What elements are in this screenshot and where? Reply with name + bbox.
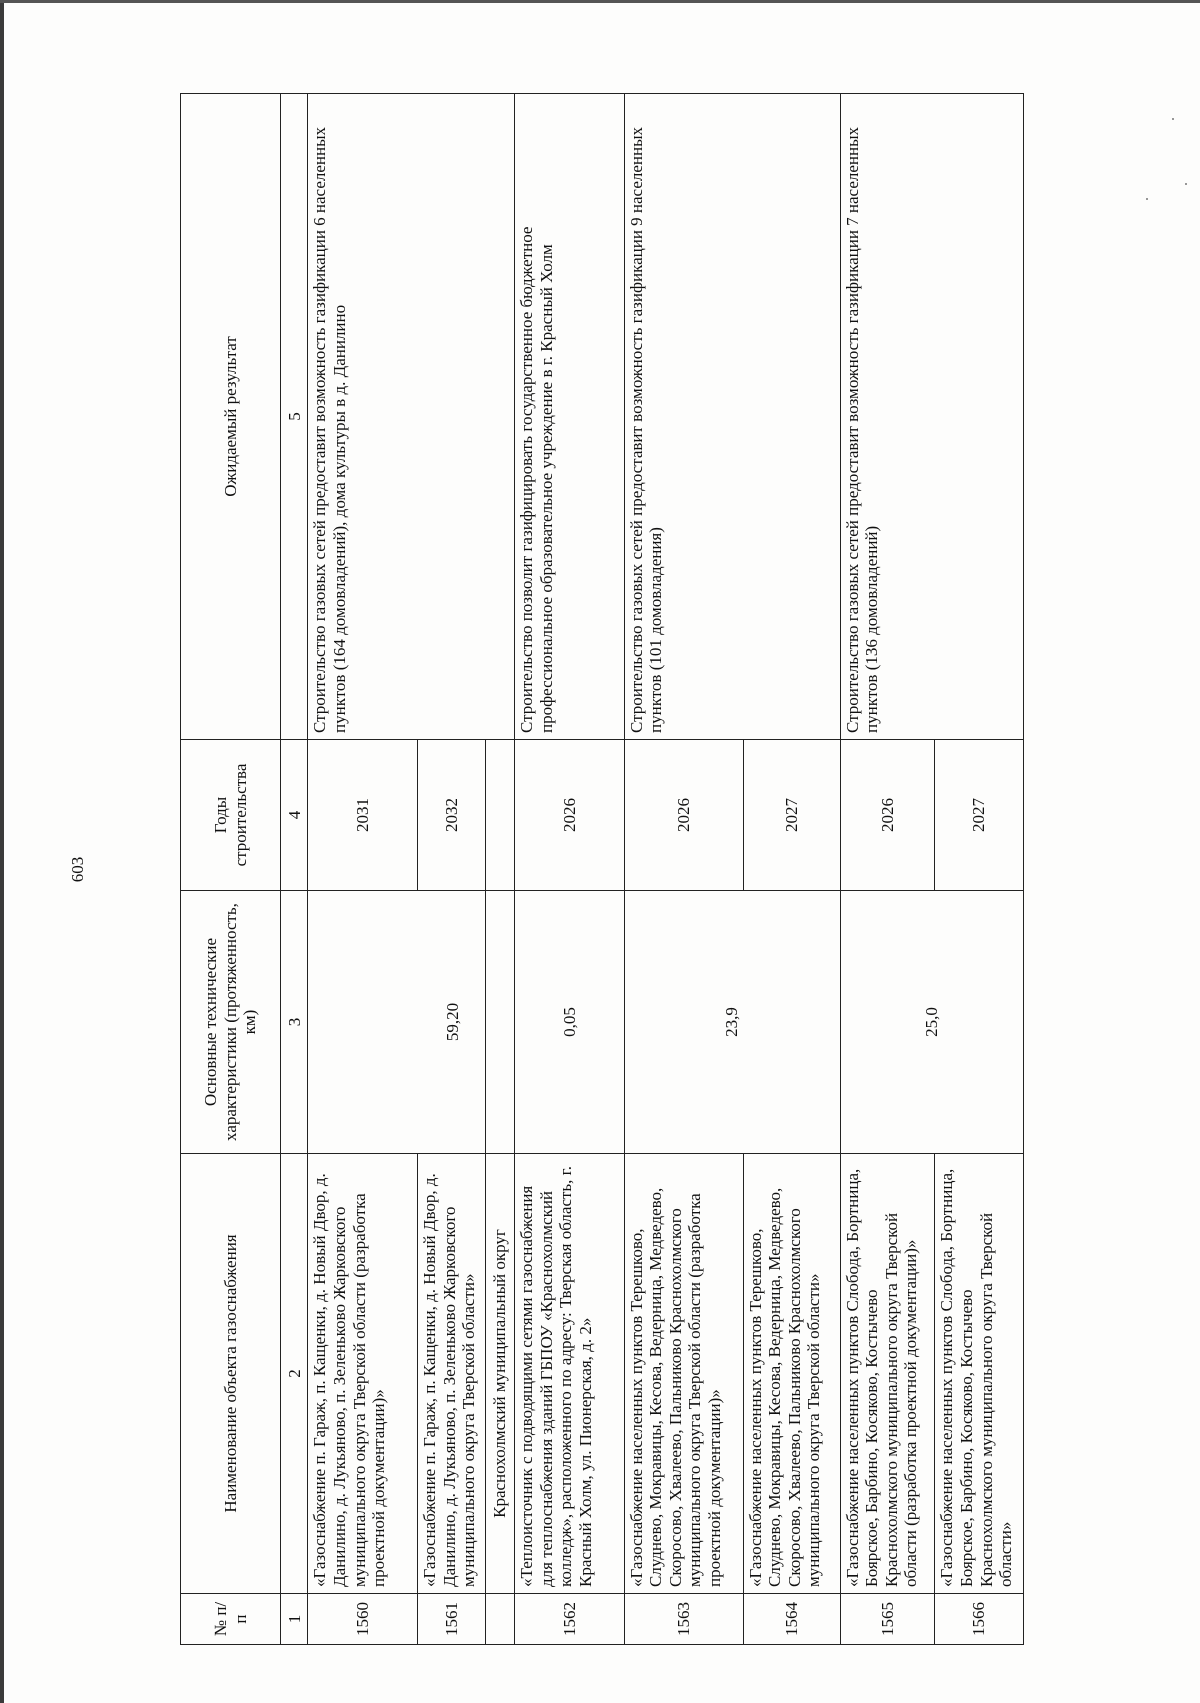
row-number: 1566 [935,1594,1024,1645]
column-index: 3 [281,891,308,1154]
object-length: 23,9 [624,891,840,1154]
district-header: Краснохолмский муниципальный округ [485,1154,515,1594]
header-name: Наименование объекта газоснабжения [181,1154,281,1594]
header-years: Годы строительства [181,740,281,891]
row-number: 1563 [624,1594,743,1645]
scan-speck [1146,198,1148,200]
column-index: 2 [281,1154,308,1594]
expected-result: Строительство газовых сетей предоставит возможность газификации 6 населенных пунктов (164 домовладений), дома культуры в д. Данилино [308,94,515,740]
district-spacer [485,891,515,1154]
table-row [515,94,625,1645]
page-number: 603 [68,856,87,883]
expected-result: Строительство газовых сетей предоставит возможность газификации 9 населенных пунктов (101 домовладения) [624,94,840,740]
construction-year: 2026 [624,740,743,891]
table-row [840,94,935,1645]
object-name: «Газоснабжение п. Гараж, п. Кащенки, д. Новый Двор, д. Данилино, д. Лукьяново, п. Зеленьково Жарковского муниципального округа Тверской области (разработка проектной документации)» [308,1154,418,1594]
construction-year: 2026 [515,740,625,891]
column-index-row [281,94,308,1645]
row-number: 1562 [515,1594,625,1645]
row-number: 1560 [308,1594,418,1645]
column-index: 1 [281,1594,308,1645]
object-length: 59,20 [308,891,485,1154]
scan-speck [1172,118,1174,120]
table-row [624,94,743,1645]
scan-edge-top [0,0,1200,3]
object-name: «Газоснабжение населенных пунктов Терешково, Слуднево, Мокравицы, Кесова, Ведерница, Медведево, Скоросово, Хвалеево, Пальниково Краснохолмского муниципального округа Тверской области» [743,1154,840,1594]
table-row [308,94,418,1645]
scan-speck [1185,183,1187,185]
scan-edge-left [0,0,4,1703]
row-number: 1561 [418,1594,485,1645]
object-name: «Газоснабжение населенных пунктов Слобода, Бортница, Боярское, Барбино, Косяково, Костычево Краснохолмского муниципального округа Тверской области» [935,1154,1024,1594]
header-result: Ожидаемый результат [181,94,281,740]
object-name: «Газоснабжение населенных пунктов Слобода, Бортница, Боярское, Барбино, Косяково, Костычево Краснохолмского муниципального округа Тверской области (разработка проектной документации)» [840,1154,935,1594]
rotated-page-content [68,94,1024,1645]
header-length: Основные технические характеристики (протяженность, км) [181,891,281,1154]
object-name: «Теплоисточник с подводящими сетями газоснабжения для теплоснабжения зданий ГБПОУ «Краснохолмский колледж», расположенного по адресу: Тверская область, г. Красный Холм, ул. Пионерская, д. 2» [515,1154,625,1594]
expected-result: Строительство газовых сетей предоставит возможность газификации 7 населенных пунктов (136 домовладений) [840,94,1023,740]
object-length: 25,0 [840,891,1023,1154]
column-index: 4 [281,740,308,891]
object-name: «Газоснабжение населенных пунктов Терешково, Слуднево, Мокравицы, Кесова, Ведерница, Медведево, Скоросово, Хвалеево, Пальниково Краснохолмского муниципального округа Тверской области (разработка проектной документации)» [624,1154,743,1594]
column-index: 5 [281,94,308,740]
object-length: 0,05 [515,891,625,1154]
district-spacer [485,740,515,891]
header-num: № п/п [181,1594,281,1645]
construction-year: 2027 [743,740,840,891]
district-spacer [485,1594,515,1645]
row-number: 1565 [840,1594,935,1645]
expected-result: Строительство позволит газифицировать государственное бюджетное профессиональное образовательное учреждение в г. Красный Холм [515,94,625,740]
construction-year: 2032 [418,740,485,891]
row-number: 1564 [743,1594,840,1645]
construction-year: 2027 [935,740,1024,891]
gas-supply-objects-table [180,93,1024,1645]
object-name: «Газоснабжение п. Гараж, п. Кащенки, д. Новый Двор, д. Данилино, д. Лукьяново, п. Зеленьково Жарковского муниципального округа Тверской области» [418,1154,485,1594]
construction-year: 2026 [840,740,935,891]
construction-year: 2031 [308,740,418,891]
table-header-row [181,94,281,1645]
